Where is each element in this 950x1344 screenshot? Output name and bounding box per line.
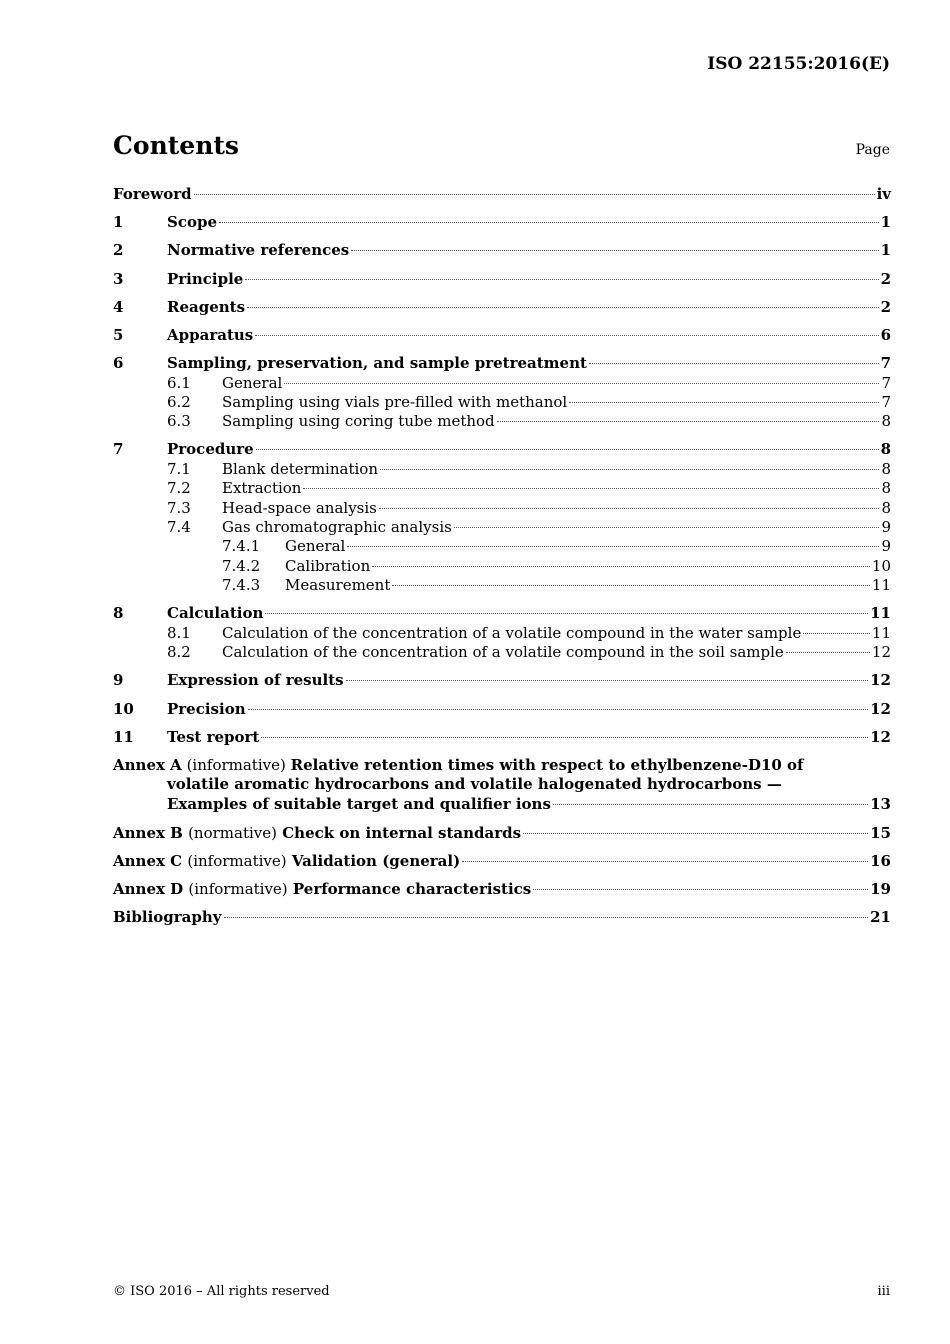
annex-a-line-1 xyxy=(113,756,891,776)
toc-page: 11 xyxy=(870,604,891,623)
page-column-label: Page xyxy=(855,142,890,158)
toc-entry-calculation[interactable] xyxy=(113,604,891,623)
toc-page: 10 xyxy=(871,556,891,575)
toc-entry-precision[interactable] xyxy=(113,700,891,719)
toc-page: 8 xyxy=(880,440,891,459)
toc-page: 12 xyxy=(870,727,891,746)
toc-entry-foreword[interactable] xyxy=(113,185,891,204)
toc-page: 8 xyxy=(881,479,891,498)
toc-entry-7-2[interactable] xyxy=(113,479,891,498)
leader-dots xyxy=(553,804,868,805)
toc-entry-7-3[interactable] xyxy=(113,499,891,518)
toc-page: 21 xyxy=(870,908,891,927)
toc-entry-7-1[interactable] xyxy=(113,460,891,479)
toc-label: General xyxy=(285,537,346,556)
table-of-contents xyxy=(113,185,891,927)
leader-dots xyxy=(379,508,880,509)
toc-page: 11 xyxy=(871,623,891,642)
contents-title: Contents xyxy=(113,131,240,160)
toc-label: Extraction xyxy=(222,479,302,498)
toc-label: Reagents xyxy=(167,297,246,316)
toc-label: Calculation xyxy=(167,604,264,623)
leader-dots xyxy=(265,613,868,614)
annex-title-line-3: Examples of suitable target and qualifier ions xyxy=(167,794,551,813)
toc-label: Calculation of the concentration of a volatile compound in the water sample xyxy=(222,623,802,642)
toc-number: 6.2 xyxy=(167,392,191,411)
toc-entry-normative-references[interactable] xyxy=(113,241,891,260)
leader-dots xyxy=(261,737,868,738)
annex-prefix: Annex B xyxy=(113,823,183,842)
toc-number: 5 xyxy=(113,325,124,344)
toc-entry-sampling[interactable] xyxy=(113,354,891,373)
toc-number: 7.4.3 xyxy=(222,576,261,595)
leader-dots xyxy=(569,402,879,403)
annex-type: (informative) xyxy=(186,755,286,774)
page-number: iii xyxy=(877,1284,890,1299)
toc-entry-expression-of-results[interactable] xyxy=(113,671,891,690)
toc-page: 12 xyxy=(870,699,891,718)
toc-page: 15 xyxy=(870,823,891,842)
toc-label: Expression of results xyxy=(167,671,344,690)
annex-type: (informative) xyxy=(187,851,287,870)
toc-entry-6-3[interactable] xyxy=(113,412,891,431)
leader-dots xyxy=(219,222,879,223)
leader-dots xyxy=(533,889,868,890)
leader-dots xyxy=(224,917,869,918)
leader-dots xyxy=(380,469,879,470)
toc-page: 9 xyxy=(881,518,891,537)
toc-label: Calculation of the concentration of a volatile compound in the soil sample xyxy=(222,643,784,662)
toc-label: Head-space analysis xyxy=(222,498,377,517)
leader-dots xyxy=(248,709,869,710)
toc-page: 13 xyxy=(870,794,891,813)
toc-label: Foreword xyxy=(113,185,192,203)
annex-title-line-1: Relative retention times with respect to ethylbenzene-D10 of xyxy=(290,755,804,774)
toc-number: 8.2 xyxy=(167,643,191,662)
toc-page: 12 xyxy=(870,671,891,690)
toc-number: 7.3 xyxy=(167,498,191,517)
toc-label: Test report xyxy=(167,727,260,746)
toc-number: 6.3 xyxy=(167,412,191,431)
toc-entry-7-4-3[interactable] xyxy=(113,576,891,595)
toc-page: 7 xyxy=(881,392,891,411)
toc-entry-7-4[interactable] xyxy=(113,518,891,537)
toc-number: 7.4.2 xyxy=(222,556,261,575)
toc-entry-8-2[interactable] xyxy=(113,643,891,662)
toc-entry-annex-d[interactable] xyxy=(113,880,891,899)
leader-dots xyxy=(245,279,878,280)
leader-dots xyxy=(462,861,868,862)
leader-dots xyxy=(346,680,869,681)
leader-dots xyxy=(392,585,870,586)
toc-label: Principle xyxy=(167,269,244,288)
toc-number: 7.4 xyxy=(167,518,191,537)
toc-page: 16 xyxy=(870,851,891,870)
toc-number: 10 xyxy=(113,699,134,718)
toc-entry-7-4-1[interactable] xyxy=(113,537,891,556)
toc-number: 9 xyxy=(113,671,124,690)
toc-label: Sampling using vials pre-filled with methanol xyxy=(222,392,568,411)
annex-prefix: Annex A xyxy=(113,755,182,774)
toc-number: 6 xyxy=(113,354,124,373)
toc-entry-principle[interactable] xyxy=(113,270,891,289)
toc-entry-6-2[interactable] xyxy=(113,393,891,412)
toc-label: Scope xyxy=(167,213,218,232)
toc-entry-annex-b[interactable] xyxy=(113,824,891,843)
toc-page: 11 xyxy=(871,576,891,595)
annex-a-line-3 xyxy=(113,795,891,815)
toc-number: 7.2 xyxy=(167,479,191,498)
leader-dots xyxy=(372,566,870,567)
leader-dots xyxy=(803,633,870,634)
toc-entry-test-report[interactable] xyxy=(113,728,891,747)
annex-title-line-2: volatile aromatic hydrocarbons and volatile halogenated hydrocarbons — xyxy=(167,775,782,794)
toc-number: 7 xyxy=(113,440,124,459)
toc-label: Bibliography xyxy=(113,908,222,927)
toc-number: 8.1 xyxy=(167,623,191,642)
toc-number: 8 xyxy=(113,604,124,623)
toc-entry-reagents[interactable] xyxy=(113,298,891,317)
toc-number: 3 xyxy=(113,269,124,288)
annex-title: Check on internal standards xyxy=(282,823,522,842)
toc-entry-bibliography[interactable] xyxy=(113,908,891,927)
toc-label: Measurement xyxy=(285,576,391,595)
toc-label xyxy=(113,880,531,899)
toc-number: 4 xyxy=(113,297,124,316)
annex-title: Validation (general) xyxy=(291,851,461,870)
leader-dots xyxy=(247,307,879,308)
annex-a-line-2 xyxy=(113,775,891,795)
toc-number: 7.1 xyxy=(167,459,191,478)
toc-entry-8-1[interactable] xyxy=(113,624,891,643)
leader-dots xyxy=(497,421,880,422)
toc-entry-7-4-2[interactable] xyxy=(113,557,891,576)
toc-page: 19 xyxy=(870,880,891,898)
toc-page: 2 xyxy=(880,297,891,316)
toc-label: Blank determination xyxy=(222,459,378,478)
toc-page: iv xyxy=(876,185,891,203)
annex-title: Performance characteristics xyxy=(292,880,532,898)
toc-page: 1 xyxy=(880,213,891,232)
toc-page: 6 xyxy=(880,325,891,344)
leader-dots xyxy=(589,363,879,364)
annex-prefix: Annex D xyxy=(113,880,184,898)
toc-entry-6-1[interactable] xyxy=(113,374,891,393)
toc-label: Normative references xyxy=(167,241,350,260)
toc-entry-scope[interactable] xyxy=(113,213,891,232)
toc-entry-apparatus[interactable] xyxy=(113,326,891,345)
toc-number: 11 xyxy=(113,727,134,746)
toc-page: 2 xyxy=(880,269,891,288)
toc-label: Precision xyxy=(167,699,246,718)
toc-label: Sampling, preservation, and sample pretreatment xyxy=(167,354,587,373)
toc-page: 7 xyxy=(881,373,891,392)
leader-dots xyxy=(351,250,878,251)
toc-label xyxy=(113,824,521,843)
toc-number: 1 xyxy=(113,213,124,232)
annex-type: (informative) xyxy=(188,880,288,898)
toc-number: 6.1 xyxy=(167,373,191,392)
toc-label: General xyxy=(222,373,283,392)
leader-dots xyxy=(303,488,879,489)
toc-entry-procedure[interactable] xyxy=(113,440,891,459)
leader-dots xyxy=(256,449,879,450)
toc-entry-annex-c[interactable] xyxy=(113,852,891,871)
toc-label: Gas chromatographic analysis xyxy=(222,518,452,537)
leader-dots xyxy=(284,383,879,384)
document-id: ISO 22155:2016(E) xyxy=(707,54,890,74)
leader-dots xyxy=(347,546,879,547)
toc-page: 9 xyxy=(881,537,891,556)
toc-label: Sampling using coring tube method xyxy=(222,412,495,431)
toc-page: 8 xyxy=(881,412,891,431)
toc-entry-annex-a[interactable] xyxy=(113,756,891,815)
toc-label xyxy=(113,852,460,871)
toc-page: 12 xyxy=(871,643,891,662)
leader-dots xyxy=(255,335,878,336)
toc-label: Procedure xyxy=(167,440,254,459)
copyright-notice: © ISO 2016 – All rights reserved xyxy=(113,1284,330,1299)
leader-dots xyxy=(454,527,880,528)
toc-label: Apparatus xyxy=(167,325,254,344)
leader-dots xyxy=(194,194,875,195)
toc-page: 1 xyxy=(880,241,891,260)
toc-number: 2 xyxy=(113,241,124,260)
toc-page: 7 xyxy=(880,354,891,373)
annex-prefix: Annex C xyxy=(113,851,183,870)
toc-number: 7.4.1 xyxy=(222,537,261,556)
toc-page: 8 xyxy=(881,498,891,517)
toc-page: 8 xyxy=(881,459,891,478)
annex-type: (normative) xyxy=(188,823,277,842)
leader-dots xyxy=(523,833,868,834)
toc-label: Calibration xyxy=(285,556,371,575)
leader-dots xyxy=(786,652,870,653)
